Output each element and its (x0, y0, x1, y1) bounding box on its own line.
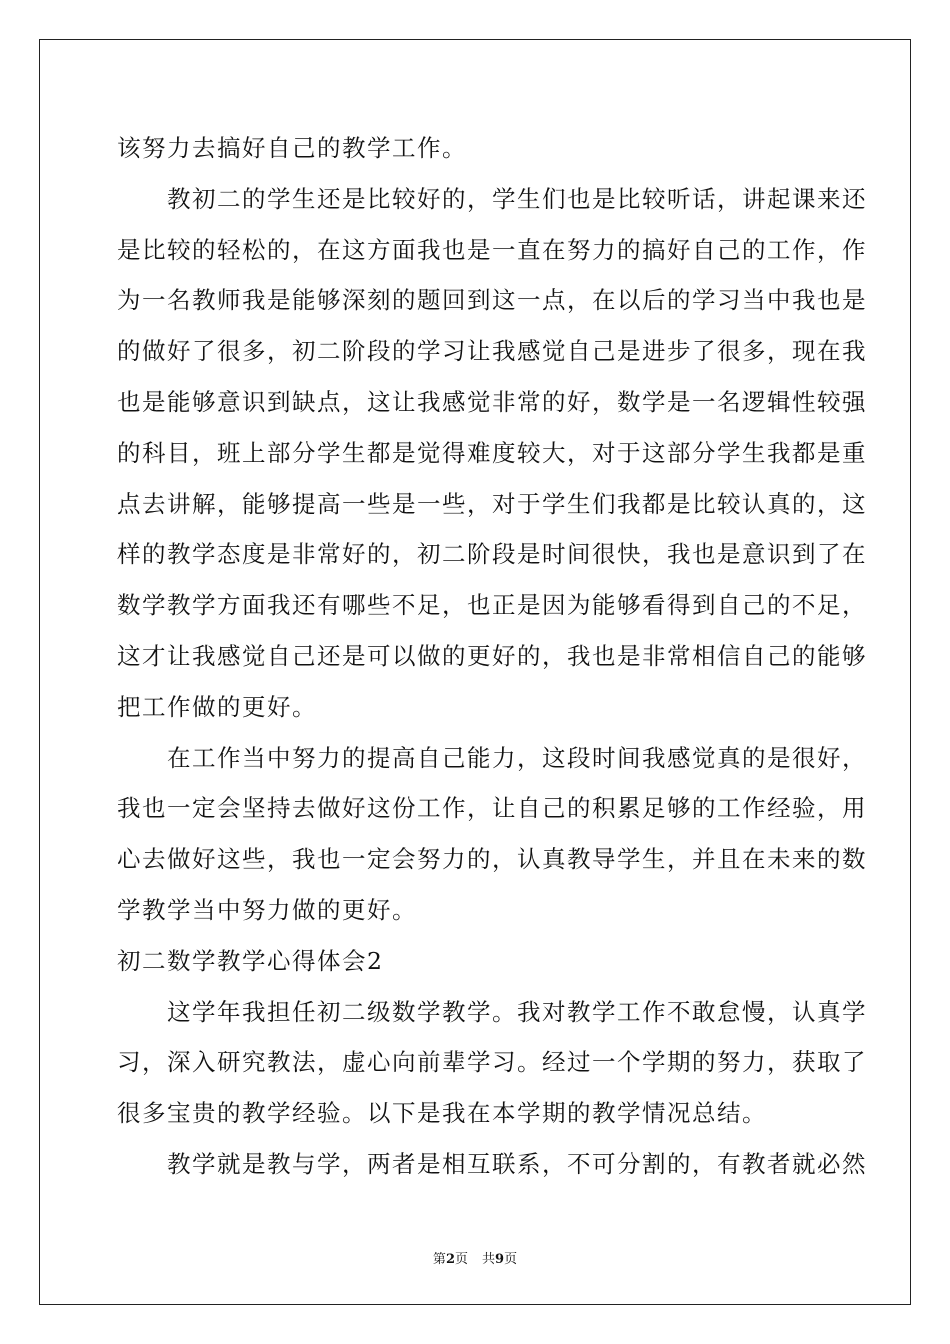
text-line: 数学教学方面我还有哪些不足，也正是因为能够看得到自己的不足， (117, 591, 867, 620)
page-footer (0, 1248, 950, 1267)
paragraph (117, 733, 867, 936)
text-line: 教学就是教与学，两者是相互联系，不可分割的，有教者就必然 (117, 1149, 867, 1178)
text-line: 样的教学态度是非常好的，初二阶段是时间很快，我也是意识到了在 (117, 540, 867, 569)
section-heading: 初二数学教学心得体会2 (117, 946, 384, 975)
text-line: 点去讲解，能够提高一些是一些，对于学生们我都是比较认真的，这 (117, 489, 867, 518)
page-current: 2 (445, 1252, 455, 1267)
text-line: 的科目，班上部分学生都是觉得难度较大，对于这部分学生我都是重 (117, 438, 867, 467)
page-mid: 页 (454, 1252, 468, 1267)
text-line: 把工作做的更好。 (117, 692, 317, 721)
text-line: 习，深入研究教法，虚心向前辈学习。经过一个学期的努力，获取了 (117, 1048, 867, 1077)
text-line: 心去做好这些，我也一定会努力的，认真教导学生，并且在未来的数 (117, 845, 867, 874)
text-line: 也是能够意识到缺点，这让我感觉非常的好，数学是一名逻辑性较强 (117, 387, 867, 416)
total-suffix: 页 (504, 1252, 518, 1267)
paragraph (117, 174, 867, 733)
text-line: 该努力去搞好自己的教学工作。 (117, 134, 467, 162)
text-line: 为一名教师我是能够深刻的题回到这一点，在以后的学习当中我也是 (117, 286, 867, 315)
paragraph (117, 987, 867, 1139)
text-line: 的做好了很多，初二阶段的学习让我感觉自己是进步了很多，现在我 (117, 337, 867, 366)
text-line: 在工作当中努力的提高自己能力，这段时间我感觉真的是很好， (117, 743, 867, 772)
text-line: 这学年我担任初二级数学教学。我对教学工作不敢怠慢，认真学 (117, 997, 867, 1026)
document-body (117, 123, 867, 1190)
text-line: 教初二的学生还是比较好的，学生们也是比较听话，讲起课来还 (117, 184, 867, 213)
page-prefix: 第 (432, 1252, 446, 1267)
text-line: 是比较的轻松的，在这方面我也是一直在努力的搞好自己的工作，作 (117, 235, 867, 264)
total-prefix: 共 (482, 1252, 496, 1267)
text-line: 我也一定会坚持去做好这份工作，让自己的积累足够的工作经验，用 (117, 794, 867, 823)
text-line: 很多宝贵的教学经验。以下是我在本学期的教学情况总结。 (117, 1099, 767, 1128)
paragraph (117, 1139, 867, 1190)
paragraph (117, 123, 835, 174)
page-total: 9 (495, 1252, 505, 1267)
text-line: 学教学当中努力做的更好。 (117, 895, 417, 924)
text-line: 这才让我感觉自己还是可以做的更好的，我也是非常相信自己的能够 (117, 641, 867, 670)
